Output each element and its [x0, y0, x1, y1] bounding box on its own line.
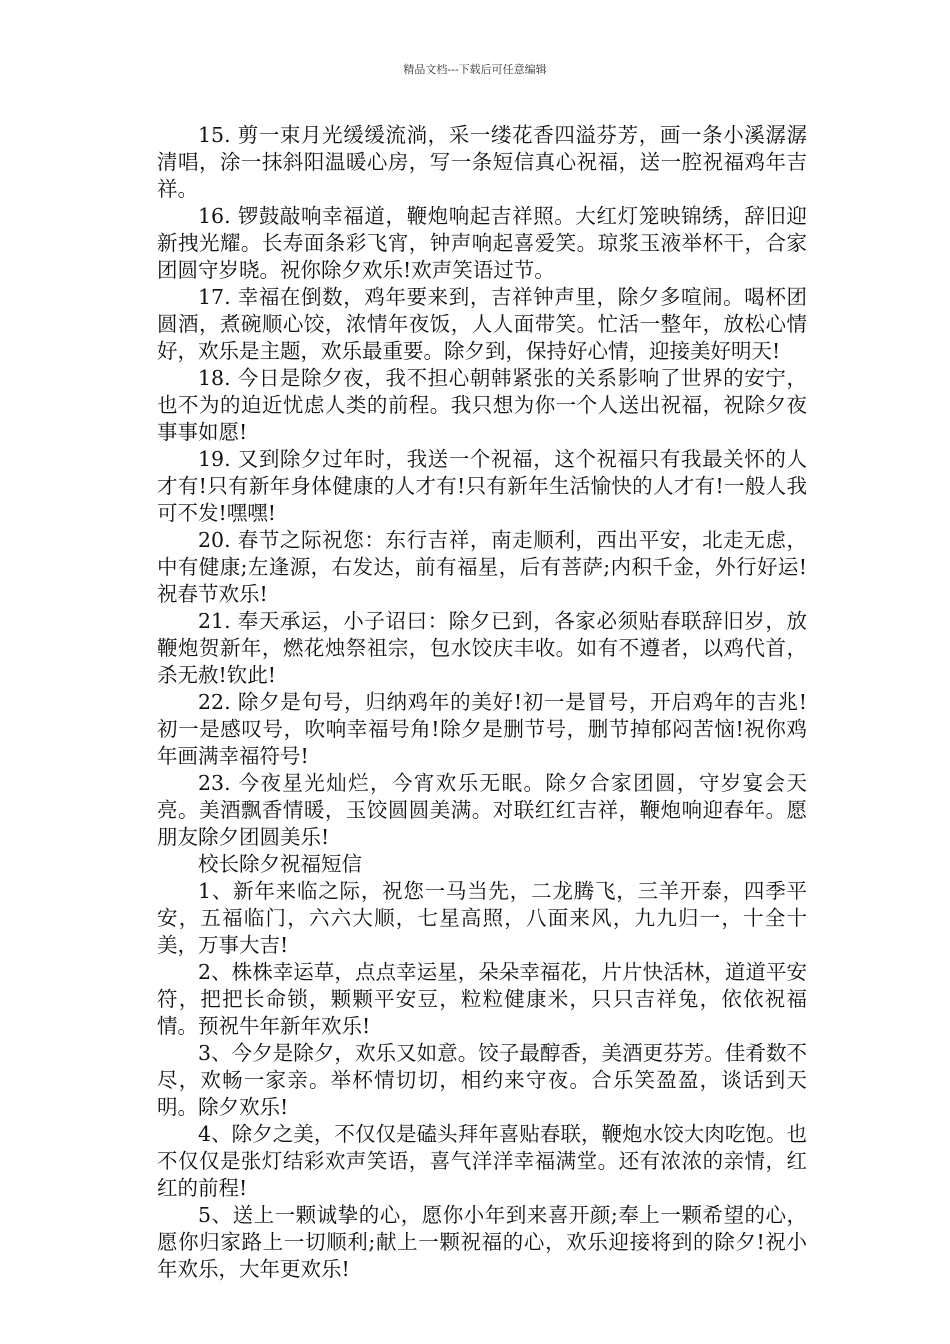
- paragraph-1: 1、新年来临之际，祝您一马当先，二龙腾飞，三羊开泰，四季平安，五福临门，六六大顺，七星高照，八面来风，九九归一，十全十美，万事大吉!: [157, 879, 807, 957]
- document-body: [157, 122, 807, 1283]
- paragraph-18: 18. 今日是除夕夜，我不担心朝韩紧张的关系影响了世界的安宁，也不为的迫近忧虑人类的前程。我只想为你一个人送出祝福，祝除夕夜事事如愿!: [157, 366, 807, 444]
- page-header-note: 精品文档---下载后可任意编辑: [403, 63, 547, 76]
- paragraph-17: 17. 幸福在倒数，鸡年要来到，吉祥钟声里，除夕多喧闹。喝杯团圆酒，煮碗顺心饺，浓情年夜饭，人人面带笑。忙活一整年，放松心情好，欢乐是主题，欢乐最重要。除夕到，保持好心情，迎接美好明天!: [157, 285, 807, 363]
- paragraph-22: 22. 除夕是句号，归纳鸡年的美好!初一是冒号，开启鸡年的吉兆!初一是感叹号，吹响幸福号角!除夕是删节号，删节掉郁闷苦恼!祝你鸡年画满幸福符号!: [157, 690, 807, 768]
- paragraph-4: 4、除夕之美，不仅仅是磕头拜年喜贴春联，鞭炮水饺大肉吃饱。也不仅仅是张灯结彩欢声笑语，喜气洋洋幸福满堂。还有浓浓的亲情，红红的前程!: [157, 1122, 807, 1200]
- paragraph-23: 23. 今夜星光灿烂，今宵欢乐无眠。除夕合家团圆，守岁宴会天亮。美酒飘香情暖，玉饺圆圆美满。对联红红吉祥，鞭炮响迎春年。愿朋友除夕团圆美乐!: [157, 771, 807, 849]
- paragraph-3: 3、今夕是除夕，欢乐又如意。饺子最醇香，美酒更芬芳。佳肴数不尽，欢畅一家亲。举杯情切切，相约来守夜。合乐笑盈盈，谈话到天明。除夕欢乐!: [157, 1041, 807, 1119]
- paragraph-2: 2、株株幸运草，点点幸运星，朵朵幸福花，片片快活林，道道平安符，把把长命锁，颗颗平安豆，粒粒健康米，只只吉祥兔，依依祝福情。预祝牛年新年欢乐!: [157, 960, 807, 1038]
- paragraph-15: 15. 剪一束月光缓缓流淌，采一缕花香四溢芬芳，画一条小溪潺潺清唱，涂一抹斜阳温暖心房，写一条短信真心祝福，送一腔祝福鸡年吉祥。: [157, 123, 807, 201]
- paragraph-19: 19. 又到除夕过年时，我送一个祝福，这个祝福只有我最关怀的人才有!只有新年身体健康的人才有!只有新年生活愉快的人才有!一般人我可不发!嘿嘿!: [157, 447, 807, 525]
- paragraph-21: 21. 奉天承运，小子诏曰：除夕已到，各家必须贴春联辞旧岁，放鞭炮贺新年，燃花烛祭祖宗，包水饺庆丰收。如有不遵者，以鸡代首，杀无赦!钦此!: [157, 609, 807, 687]
- section-heading: 校长除夕祝福短信: [198, 852, 362, 876]
- paragraph-20: 20. 春节之际祝您：东行吉祥，南走顺利，西出平安，北走无虑，中有健康;左逢源，右发达，前有福星，后有菩萨;内积千金，外行好运!祝春节欢乐!: [157, 528, 807, 606]
- paragraph-5: 5、送上一颗诚挚的心，愿你小年到来喜开颜;奉上一颗希望的心，愿你归家路上一切顺利;献上一颗祝福的心，欢乐迎接将到的除夕!祝小年欢乐，大年更欢乐!: [157, 1203, 807, 1281]
- paragraph-16: 16. 锣鼓敲响幸福道，鞭炮响起吉祥照。大红灯笼映锦绣，辞旧迎新拽光耀。长寿面条彩飞宵，钟声响起喜爱笑。琼浆玉液举杯干，合家团圆守岁晓。祝你除夕欢乐!欢声笑语过节。: [157, 204, 807, 282]
